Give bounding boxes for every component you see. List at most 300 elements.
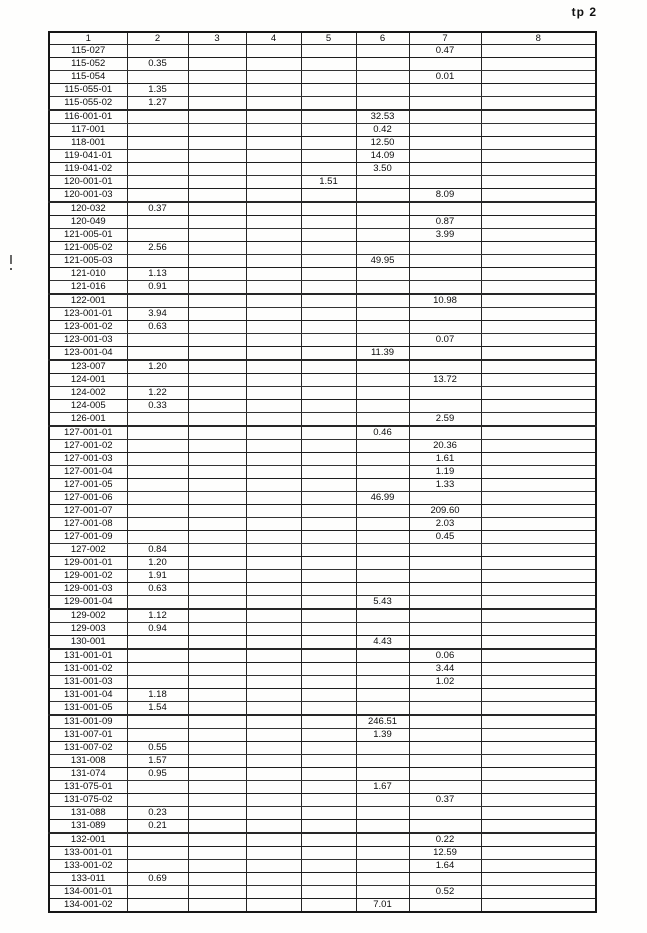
value-cell: 1.20 [127,360,188,374]
value-cell [188,137,246,150]
value-cell [246,755,301,768]
value-cell [127,833,188,847]
row-id-cell: 131-001-02 [49,663,127,676]
value-cell: 0.46 [356,426,409,440]
row-id-cell: 124-001 [49,374,127,387]
value-cell [246,334,301,347]
column-header: 4 [246,32,301,45]
value-cell [301,281,356,295]
value-cell [246,413,301,427]
value-cell [188,124,246,137]
row-id-cell: 123-007 [49,360,127,374]
value-cell [246,374,301,387]
row-id-cell: 121-005-01 [49,229,127,242]
value-cell [188,557,246,570]
value-cell [409,781,481,794]
table-row [49,847,596,860]
value-cell [481,308,596,321]
value-cell [246,899,301,913]
table-row [49,557,596,570]
value-cell [356,689,409,702]
value-cell [246,596,301,610]
scan-artifact [10,268,12,270]
row-id-cell: 129-001-02 [49,570,127,583]
value-cell [356,84,409,97]
value-cell [188,663,246,676]
column-header: 3 [188,32,246,45]
value-cell: 13.72 [409,374,481,387]
value-cell [246,45,301,58]
value-cell [481,755,596,768]
table-row [49,58,596,71]
table-row [49,663,596,676]
value-cell [188,781,246,794]
value-cell [409,360,481,374]
value-cell [301,45,356,58]
row-id-cell: 131-007-02 [49,742,127,755]
value-cell [246,847,301,860]
row-id-cell: 129-001-04 [49,596,127,610]
value-cell: 1.02 [409,676,481,689]
value-cell [409,873,481,886]
value-cell [188,847,246,860]
table-row [49,347,596,361]
value-cell [246,229,301,242]
table-row [49,636,596,650]
value-cell [246,242,301,255]
value-cell [356,321,409,334]
value-cell [127,886,188,899]
value-cell: 1.39 [356,729,409,742]
row-id-cell: 127-001-07 [49,505,127,518]
row-id-cell: 127-001-01 [49,426,127,440]
value-cell [246,676,301,689]
value-cell [188,216,246,229]
value-cell [127,453,188,466]
value-cell [481,847,596,860]
value-cell [356,387,409,400]
value-cell [246,281,301,295]
value-cell [301,163,356,176]
value-cell [246,689,301,702]
value-cell [481,150,596,163]
value-cell [481,453,596,466]
table-row [49,899,596,913]
value-cell [409,702,481,716]
value-cell [481,176,596,189]
table-row [49,150,596,163]
value-cell [127,229,188,242]
value-cell [481,45,596,58]
value-cell [246,505,301,518]
value-cell [246,137,301,150]
value-cell [301,873,356,886]
value-cell [301,663,356,676]
value-cell [127,334,188,347]
value-cell: 1.35 [127,84,188,97]
value-cell [481,729,596,742]
value-cell: 46.99 [356,492,409,505]
row-id-cell: 131-007-01 [49,729,127,742]
value-cell [356,242,409,255]
value-cell [356,308,409,321]
value-cell [246,531,301,544]
value-cell [301,768,356,781]
value-cell [409,636,481,650]
value-cell: 0.23 [127,807,188,820]
value-cell [409,570,481,583]
value-cell [246,570,301,583]
value-cell [481,596,596,610]
value-cell: 0.84 [127,544,188,557]
value-cell [127,860,188,873]
value-cell [127,781,188,794]
table-row [49,570,596,583]
value-cell: 209.60 [409,505,481,518]
value-cell [188,400,246,413]
value-cell [301,636,356,650]
value-cell [246,715,301,729]
value-cell [409,150,481,163]
value-cell [481,899,596,913]
table-row [49,360,596,374]
value-cell [188,229,246,242]
value-cell [246,124,301,137]
value-cell [188,518,246,531]
table-row [49,492,596,505]
row-id-cell: 122-001 [49,294,127,308]
value-cell [188,176,246,189]
value-cell [188,505,246,518]
value-cell [356,189,409,203]
value-cell [356,609,409,623]
value-cell [356,440,409,453]
value-cell: 1.20 [127,557,188,570]
row-id-cell: 131-001-01 [49,649,127,663]
value-cell [301,84,356,97]
table-row [49,742,596,755]
table-row [49,400,596,413]
row-id-cell: 133-011 [49,873,127,886]
table-row [49,334,596,347]
value-cell [188,268,246,281]
value-cell: 1.19 [409,466,481,479]
value-cell [127,137,188,150]
value-cell [301,137,356,150]
value-cell [409,623,481,636]
value-cell [301,387,356,400]
row-id-cell: 120-001-01 [49,176,127,189]
row-id-cell: 131-075-01 [49,781,127,794]
table-row [49,505,596,518]
value-cell [481,255,596,268]
value-cell [246,781,301,794]
value-cell [481,833,596,847]
value-cell: 0.07 [409,334,481,347]
value-cell [246,807,301,820]
value-cell [301,886,356,899]
table-row [49,689,596,702]
value-cell [246,308,301,321]
value-cell: 10.98 [409,294,481,308]
value-cell [409,347,481,361]
value-cell [246,623,301,636]
table-row [49,794,596,807]
value-cell: 0.33 [127,400,188,413]
value-cell [188,479,246,492]
value-cell [188,596,246,610]
value-cell [481,466,596,479]
row-id-cell: 115-027 [49,45,127,58]
value-cell [356,202,409,216]
value-cell: 12.50 [356,137,409,150]
table-row [49,124,596,137]
value-cell [356,544,409,557]
value-cell: 0.91 [127,281,188,295]
value-cell [356,847,409,860]
value-cell [481,663,596,676]
value-cell [356,873,409,886]
value-cell [188,833,246,847]
value-cell [409,755,481,768]
row-id-cell: 133-001-02 [49,860,127,873]
value-cell [188,886,246,899]
value-cell [301,781,356,794]
value-cell [481,781,596,794]
value-cell [127,596,188,610]
table-row [49,544,596,557]
value-cell [481,479,596,492]
column-header: 8 [481,32,596,45]
value-cell [246,702,301,716]
value-cell: 3.44 [409,663,481,676]
value-cell [188,281,246,295]
column-header: 6 [356,32,409,45]
value-cell [481,387,596,400]
value-cell [481,216,596,229]
value-cell [356,649,409,663]
value-cell [188,347,246,361]
value-cell [301,742,356,755]
value-cell [301,202,356,216]
value-cell [356,583,409,596]
table-row [49,873,596,886]
value-cell [188,387,246,400]
value-cell [301,609,356,623]
value-cell [409,58,481,71]
value-cell [246,833,301,847]
value-cell: 1.54 [127,702,188,716]
value-cell [188,794,246,807]
row-id-cell: 120-049 [49,216,127,229]
table-row [49,453,596,466]
row-id-cell: 119-041-02 [49,163,127,176]
row-id-cell: 115-052 [49,58,127,71]
value-cell [481,886,596,899]
value-cell [356,807,409,820]
value-cell: 0.63 [127,583,188,596]
value-cell [356,216,409,229]
value-cell: 246.51 [356,715,409,729]
value-cell [188,58,246,71]
table-row [49,518,596,531]
value-cell [188,570,246,583]
value-cell [301,440,356,453]
table-row [49,623,596,636]
value-cell [409,163,481,176]
value-cell: 0.94 [127,623,188,636]
value-cell [188,689,246,702]
value-cell: 0.69 [127,873,188,886]
value-cell [127,255,188,268]
value-cell [188,334,246,347]
value-cell [481,229,596,242]
value-cell [188,820,246,834]
table-row [49,479,596,492]
row-id-cell: 120-032 [49,202,127,216]
value-cell [246,150,301,163]
value-cell [301,794,356,807]
value-cell [127,492,188,505]
row-id-cell: 129-001-03 [49,583,127,596]
value-cell [301,570,356,583]
value-cell [127,663,188,676]
row-id-cell: 131-074 [49,768,127,781]
row-id-cell: 127-001-02 [49,440,127,453]
row-id-cell: 129-003 [49,623,127,636]
value-cell [409,583,481,596]
value-cell [188,189,246,203]
value-cell [246,176,301,189]
table-row [49,466,596,479]
value-cell [409,400,481,413]
value-cell [301,689,356,702]
value-cell [409,110,481,124]
value-cell [246,255,301,268]
table-row [49,84,596,97]
value-cell: 1.64 [409,860,481,873]
value-cell [301,807,356,820]
value-cell [481,518,596,531]
table-row [49,255,596,268]
value-cell [188,755,246,768]
value-cell [246,163,301,176]
value-cell [246,110,301,124]
value-cell: 0.87 [409,216,481,229]
value-cell: 0.55 [127,742,188,755]
value-cell [301,110,356,124]
value-cell [301,413,356,427]
value-cell: 0.37 [409,794,481,807]
value-cell [246,453,301,466]
value-cell [188,676,246,689]
value-cell [356,229,409,242]
value-cell [356,557,409,570]
value-cell [188,729,246,742]
value-cell [301,216,356,229]
value-cell [301,71,356,84]
value-cell [127,124,188,137]
value-cell [127,347,188,361]
value-cell [409,268,481,281]
value-cell [409,768,481,781]
table-row [49,860,596,873]
value-cell [127,176,188,189]
value-cell [409,820,481,834]
row-id-cell: 123-001-03 [49,334,127,347]
value-cell [409,899,481,913]
value-cell [246,321,301,334]
table-row [49,768,596,781]
table-row [49,216,596,229]
page-label: tp 2 [571,5,597,19]
value-cell [246,189,301,203]
value-cell: 20.36 [409,440,481,453]
value-cell [409,426,481,440]
table-row [49,281,596,295]
value-cell [356,45,409,58]
value-cell [246,426,301,440]
value-cell [356,820,409,834]
value-cell [409,729,481,742]
value-cell [301,492,356,505]
value-cell [356,400,409,413]
value-cell [188,440,246,453]
value-cell [188,360,246,374]
value-cell [356,360,409,374]
table-row [49,387,596,400]
column-header: 2 [127,32,188,45]
value-cell [409,387,481,400]
value-cell [301,623,356,636]
value-cell: 1.22 [127,387,188,400]
column-header: 1 [49,32,127,45]
row-id-cell: 134-001-02 [49,899,127,913]
value-cell [188,609,246,623]
value-cell [481,97,596,111]
value-cell [356,833,409,847]
value-cell: 0.95 [127,768,188,781]
value-cell: 0.22 [409,833,481,847]
value-cell [301,676,356,689]
value-cell [127,505,188,518]
value-cell [127,729,188,742]
value-cell [188,623,246,636]
value-cell [356,453,409,466]
value-cell [246,479,301,492]
value-cell: 3.50 [356,163,409,176]
table-row [49,702,596,716]
value-cell [188,110,246,124]
value-cell: 0.47 [409,45,481,58]
value-cell [188,45,246,58]
value-cell [481,360,596,374]
value-cell [356,71,409,84]
value-cell: 2.03 [409,518,481,531]
row-id-cell: 127-001-06 [49,492,127,505]
value-cell [481,768,596,781]
value-cell: 0.63 [127,321,188,334]
table-row [49,229,596,242]
value-cell [188,308,246,321]
value-cell [356,531,409,544]
value-cell [246,492,301,505]
row-id-cell: 127-001-05 [49,479,127,492]
value-cell [246,820,301,834]
row-id-cell: 131-001-03 [49,676,127,689]
header-row [49,32,596,45]
value-cell [188,807,246,820]
